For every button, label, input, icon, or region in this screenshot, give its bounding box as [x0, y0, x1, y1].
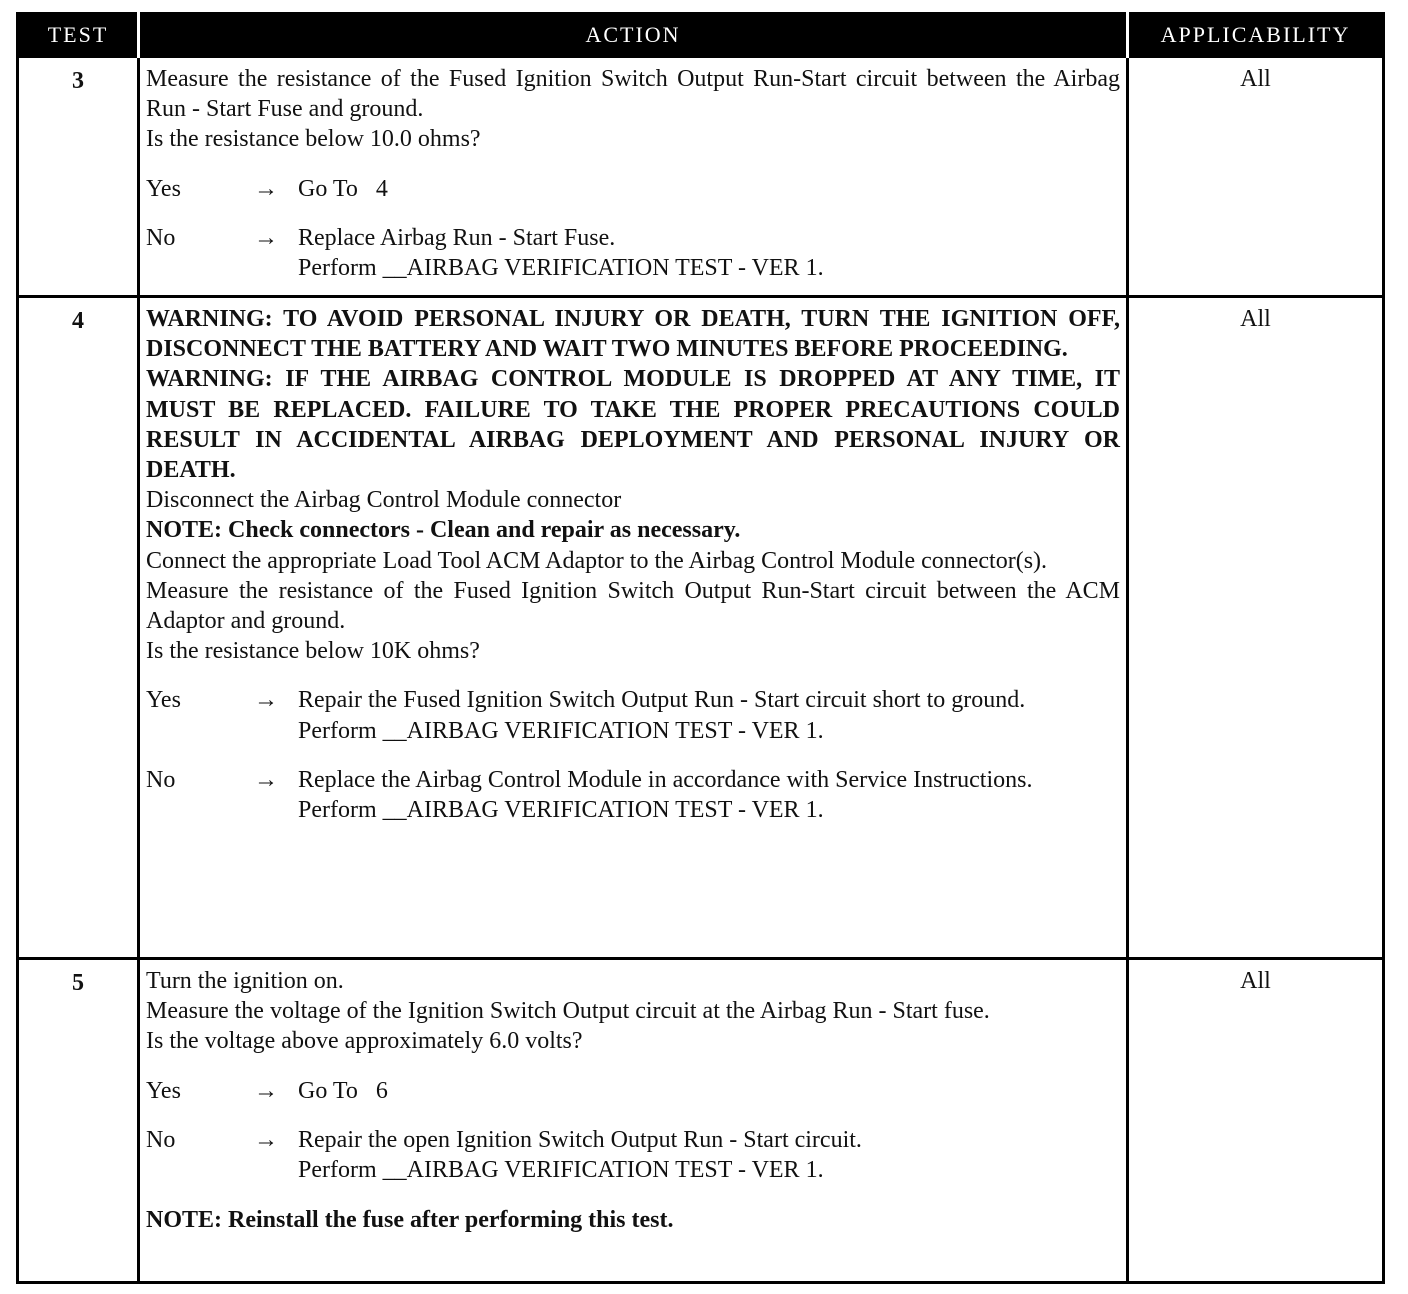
no-label: No [146, 766, 176, 793]
result-line: Replace the Airbag Control Module in accordance with Service Instructions. [298, 766, 1033, 793]
test-number: 3 [18, 57, 139, 297]
no-option [146, 765, 1120, 825]
yes-label: Yes [146, 1077, 181, 1104]
diagnostic-test-table [16, 12, 1385, 1284]
table-row [18, 57, 1384, 297]
arrow-icon: → [254, 1126, 278, 1153]
header-applicability: APPLICABILITY [1128, 14, 1384, 57]
table-header-row [18, 14, 1384, 57]
result-line: Perform __AIRBAG VERIFICATION TEST - VER 1. [298, 717, 824, 744]
arrow-icon: → [254, 687, 278, 714]
test-number: 4 [18, 297, 139, 959]
action-text: Disconnect the Airbag Control Module connector [146, 487, 622, 514]
applicability-value: All [1128, 297, 1384, 959]
warning-text: WARNING: IF THE AIRBAG CONTROL MODULE IS DROPPED AT ANY TIME, IT MUST BE REPLACED. FAILURE TO TAKE THE PROPER PRECAUTIONS COULD RESULT IN ACCIDENTAL AIRBAG DEPLOYMENT AND PERSONAL INJURY OR DEATH. [146, 366, 1120, 484]
action-question: Is the resistance below 10.0 ohms? [146, 126, 481, 153]
action-cell [139, 959, 1128, 1283]
result-line: Repair the open Ignition Switch Output Run - Start circuit. [298, 1126, 862, 1153]
note-text: NOTE: Reinstall the fuse after performing this test. [146, 1207, 674, 1234]
no-result [298, 1125, 1120, 1185]
header-test: TEST [18, 14, 139, 57]
result-line: Perform __AIRBAG VERIFICATION TEST - VER 1. [298, 1157, 824, 1184]
result-line: Go To 4 [298, 175, 388, 202]
yes-label: Yes [146, 175, 181, 202]
yes-option [146, 1076, 1120, 1106]
yes-result [298, 1076, 1120, 1106]
result-line: Perform __AIRBAG VERIFICATION TEST - VER 1. [298, 797, 824, 824]
note-text: NOTE: Check connectors - Clean and repair as necessary. [146, 517, 741, 544]
warning-text: WARNING: TO AVOID PERSONAL INJURY OR DEATH, TURN THE IGNITION OFF, DISCONNECT THE BATTERY AND WAIT TWO MINUTES BEFORE PROCEEDING. [146, 306, 1120, 363]
yes-result [298, 174, 1120, 204]
no-option [146, 223, 1120, 283]
yes-option [146, 174, 1120, 204]
result-line: Go To 6 [298, 1077, 388, 1104]
action-cell [139, 57, 1128, 297]
no-label: No [146, 224, 176, 251]
table-row [18, 297, 1384, 959]
yes-label: Yes [146, 687, 181, 714]
arrow-icon: → [254, 175, 278, 202]
no-result [298, 223, 1120, 283]
no-label: No [146, 1126, 176, 1153]
test-number: 5 [18, 959, 139, 1283]
result-line: Repair the Fused Ignition Switch Output Run - Start circuit short to ground. [298, 687, 1026, 714]
action-text: Turn the ignition on. [146, 968, 344, 994]
arrow-icon: → [254, 766, 278, 793]
result-line: Replace Airbag Run - Start Fuse. [298, 224, 616, 251]
table-row [18, 959, 1384, 1283]
arrow-icon: → [254, 1077, 278, 1104]
action-text: Measure the voltage of the Ignition Switch Output circuit at the Airbag Run - Start fuse. [146, 998, 990, 1025]
action-text: Measure the resistance of the Fused Ignition Switch Output Run-Start circuit between the Airbag Run - Start Fuse and ground. [146, 66, 1120, 123]
action-question: Is the voltage above approximately 6.0 volts? [146, 1028, 583, 1055]
yes-option [146, 685, 1120, 745]
action-question: Is the resistance below 10K ohms? [146, 638, 480, 665]
result-line: Perform __AIRBAG VERIFICATION TEST - VER 1. [298, 255, 824, 282]
yes-result [298, 685, 1120, 745]
action-text: Measure the resistance of the Fused Ignition Switch Output Run-Start circuit between the ACM Adaptor and ground. [146, 577, 1120, 635]
no-option [146, 1125, 1120, 1185]
applicability-value: All [1128, 959, 1384, 1283]
header-action: ACTION [139, 14, 1128, 57]
no-result [298, 765, 1120, 825]
applicability-value: All [1128, 57, 1384, 297]
arrow-icon: → [254, 224, 278, 251]
action-text: Connect the appropriate Load Tool ACM Adaptor to the Airbag Control Module connector(s). [146, 547, 1048, 574]
action-cell [139, 297, 1128, 959]
